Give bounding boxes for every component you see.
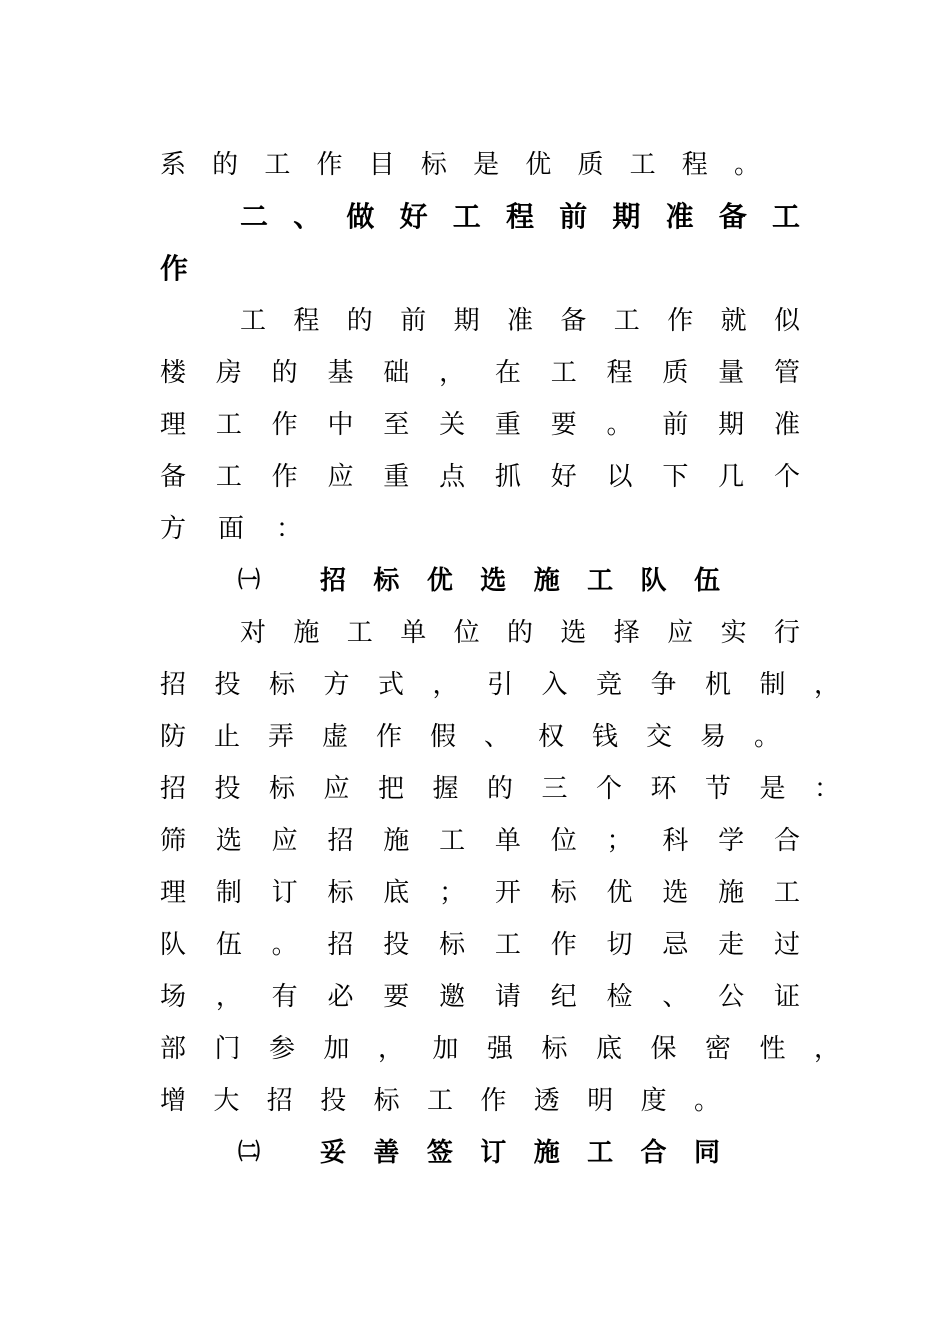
subsection-number: ㈠ — [238, 568, 261, 593]
body-text-line: 部门参加，加强标底保密性， — [160, 1034, 840, 1064]
body-text-line: 系的工作目标是优质工程。 — [160, 150, 760, 180]
body-text-line: 筛选应招施工单位；科学合 — [160, 826, 800, 856]
section-heading-continued: 作 — [160, 252, 189, 285]
body-text-line: 增大招投标工作透明度。 — [160, 1086, 720, 1116]
body-text-line: 场，有必要邀请纪检、公证 — [160, 982, 800, 1012]
subsection-heading: 招标优选施工队伍 — [320, 566, 720, 596]
body-text-line: 理制订标底；开标优选施工 — [160, 878, 800, 908]
body-text-line: 楼房的基础，在工程质量管 — [160, 358, 800, 388]
subsection-heading: 妥善签订施工合同 — [320, 1138, 720, 1168]
body-text-line: 招投标方式，引入竞争机制， — [160, 670, 840, 700]
subsection-number: ㈡ — [238, 1140, 261, 1165]
body-text-line: 备工作应重点抓好以下几个 — [160, 462, 800, 492]
body-text-line: 对施工单位的选择应实行 — [240, 618, 800, 648]
body-text-line: 招投标应把握的三个环节是： — [160, 774, 840, 804]
body-text-line: 防止弄虚作假、权钱交易。 — [160, 722, 780, 752]
body-text-line: 方面： — [160, 514, 335, 544]
body-text-line: 队伍。招投标工作切忌走过 — [160, 930, 800, 960]
section-heading: 二、做好工程前期准备工 — [240, 200, 800, 233]
body-text-line: 工程的前期准备工作就似 — [240, 306, 800, 336]
body-text-line: 理工作中至关重要。前期准 — [160, 410, 800, 440]
